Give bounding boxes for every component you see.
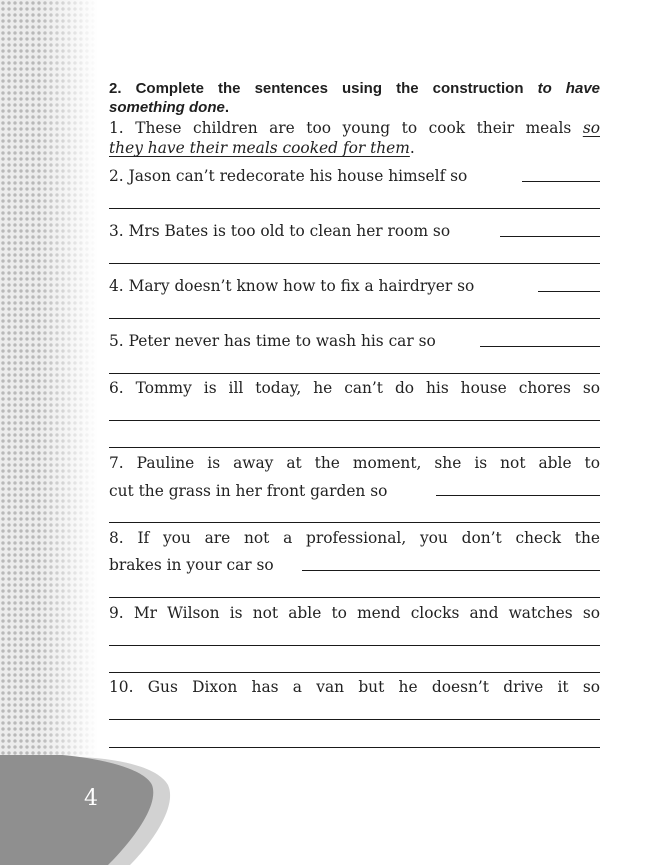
example-answer: they have their meals cooked for them [109, 139, 410, 157]
heading-prefix: 2. Complete the sentences using the construction [109, 80, 524, 97]
example-end: . [409, 139, 415, 157]
sentence-2: 2. Jason can’t redecorate his house himself so [109, 167, 468, 185]
answer-line[interactable] [480, 346, 600, 347]
answer-line[interactable] [500, 236, 600, 237]
sentence-7-line-1: 7. Pauline is away at the moment, she is not able to [109, 454, 600, 472]
example-line-1 [109, 119, 600, 137]
sentence-5: 5. Peter never has time to wash his car so [109, 332, 436, 350]
answer-line[interactable] [109, 747, 600, 748]
answer-line[interactable] [109, 420, 600, 421]
answer-line[interactable] [109, 263, 600, 264]
answer-line[interactable] [109, 719, 600, 720]
sentence-3: 3. Mrs Bates is too old to clean her room so [109, 222, 451, 240]
exercise-heading [109, 79, 600, 117]
sentence-6: 6. Tommy is ill today, he can’t do his house chores so [109, 379, 600, 397]
page-number: 4 [84, 786, 98, 811]
sentence-8-line-1: 8. If you are not a professional, you don’t check the [109, 529, 600, 547]
side-dot-pattern [0, 0, 98, 865]
answer-line[interactable] [302, 570, 600, 571]
answer-line[interactable] [436, 495, 600, 496]
answer-line[interactable] [522, 181, 600, 182]
answer-line[interactable] [109, 672, 600, 673]
example-line-2 [109, 139, 415, 157]
sentence-10: 10. Gus Dixon has a van but he doesn’t drive it so [109, 678, 600, 696]
heading-end: . [224, 99, 230, 116]
answer-line[interactable] [109, 597, 600, 598]
example-text: 1. These children are too young to cook their meals [109, 119, 572, 137]
answer-line[interactable] [109, 645, 600, 646]
sentence-7-line-2: cut the grass in her front garden so [109, 482, 388, 500]
answer-line[interactable] [538, 291, 600, 292]
sentence-4: 4. Mary doesn’t know how to fix a hairdryer so [109, 277, 475, 295]
answer-line[interactable] [109, 447, 600, 448]
answer-line[interactable] [109, 208, 600, 209]
heading-italic: to have something done [109, 80, 600, 116]
answer-line[interactable] [109, 373, 600, 374]
answer-line[interactable] [109, 318, 600, 319]
example-answer-start: so [582, 119, 600, 137]
answer-line[interactable] [109, 522, 600, 523]
sentence-8-line-2: brakes in your car so [109, 556, 274, 574]
sentence-9: 9. Mr Wilson is not able to mend clocks and watches so [109, 604, 600, 622]
